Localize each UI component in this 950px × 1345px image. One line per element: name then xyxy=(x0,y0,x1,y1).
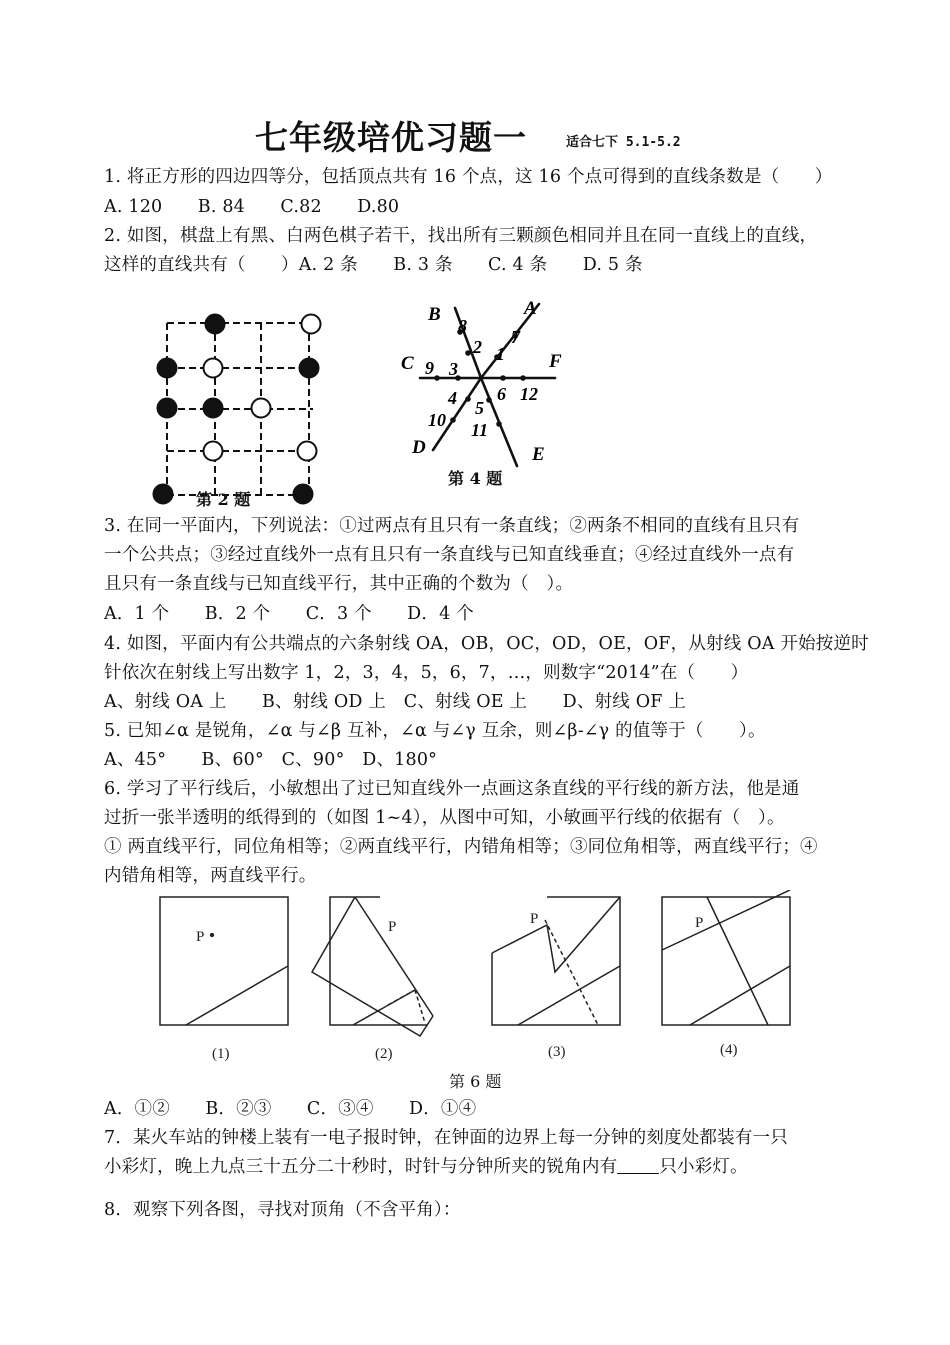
panel-label-1: (1) xyxy=(212,1046,230,1062)
q7-line2 xyxy=(104,1155,748,1179)
ray-label-F: F xyxy=(549,351,562,372)
fold-panel-1 xyxy=(160,897,288,1025)
black-stone xyxy=(294,485,313,504)
q6-options: A．①② B．②③ C．③④ D．①④ xyxy=(104,1099,477,1119)
q3-line1: 3. 在同一平面内，下列说法：①过两点有且只有一条直线；②两条不相同的直线有且只有 xyxy=(104,516,800,536)
q2-chessboard-figure xyxy=(145,305,335,510)
q4-line1: 4. 如图，平面内有公共端点的六条射线 OA，OB，OC，OD，OE，OF，从射线 OA 开始按逆时 xyxy=(104,634,869,654)
white-stone xyxy=(298,442,317,461)
q2-line1: 2. 如图，棋盘上有黑、白两色棋子若干，找出所有三颗颜色相同并且在同一直线上的直线， xyxy=(104,226,818,246)
q6-line4: 内错角相等，两直线平行。 xyxy=(104,866,317,886)
panel-label-4: (4) xyxy=(720,1042,738,1058)
ray-number-1: 1 xyxy=(496,344,505,364)
q6-line1: 6. 学习了平行线后，小敏想出了过已知直线外一点画这条直线的平行线的新方法，他是通 xyxy=(104,779,800,799)
black-stone xyxy=(204,399,223,418)
panel-label-3: (3) xyxy=(548,1044,566,1060)
point-label-p: P xyxy=(530,911,539,927)
white-stone xyxy=(252,399,271,418)
ray-label-C: C xyxy=(401,353,414,374)
ray-number-10: 10 xyxy=(428,410,446,430)
ray-number-4: 4 xyxy=(448,388,457,408)
q4-figure-caption: 第 4 题 xyxy=(448,469,503,488)
ray-number-9: 9 xyxy=(425,358,434,378)
q7-line1: 7．某火车站的钟楼上装有一电子报时钟，在钟面的边界上每一分钟的刻度处都装有一只 xyxy=(104,1128,788,1148)
q6-line2: 过折一张半透明的纸得到的（如图 1~4），从图中可知，小敏画平行线的依据有（ ）。 xyxy=(104,808,785,828)
q7-line2-after: 只小彩灯。 xyxy=(659,1157,748,1177)
ray-label-B: B xyxy=(428,304,441,325)
ray-label-D: D xyxy=(412,437,426,458)
white-stone xyxy=(302,315,321,334)
ray-number-5: 5 xyxy=(475,398,484,418)
point-label-p: P xyxy=(388,919,397,935)
q4-line2: 针依次在射线上写出数字 1，2，3，4，5，6，7，…，则数字“2014”在（ ） xyxy=(104,663,749,683)
q1-text: 1. 将正方形的四边四等分，包括顶点共有 16 个点，这 16 个点可得到的直线条数是（ ） xyxy=(104,167,833,187)
q3-line3: 且只有一条直线与已知直线平行，其中正确的个数为（ ）。 xyxy=(104,574,574,594)
q6-figure-caption: 第 6 题 xyxy=(449,1072,502,1091)
q4-rays-figure xyxy=(395,290,585,480)
ray-number-3: 3 xyxy=(449,359,458,379)
q3-options: A．1 个 B．2 个 C．3 个 D．4 个 xyxy=(104,604,474,624)
point-label-p: P xyxy=(695,915,704,931)
q6-line3: ① 两直线平行，同位角相等；②两直线平行，内错角相等；③同位角相等，两直线平行；④ xyxy=(104,837,818,857)
ray-label-E: E xyxy=(532,444,545,465)
q2-line2: 这样的直线共有（ ）A. 2 条 B. 3 条 C. 4 条 D. 5 条 xyxy=(104,255,643,275)
point-label-p: P xyxy=(196,929,205,945)
ray-number-8: 8 xyxy=(458,316,467,336)
ray-label-A: A xyxy=(524,298,537,319)
panel-label-2: (2) xyxy=(375,1046,393,1062)
black-stone xyxy=(154,485,173,504)
q3-line2: 一个公共点；③经过直线外一点有且只有一条直线与已知直线垂直；④经过直线外一点有 xyxy=(104,545,795,565)
ray-number-12: 12 xyxy=(520,384,538,404)
white-stone xyxy=(204,359,223,378)
q4-options: A、射线 OA 上 B、射线 OD 上 C、射线 OE 上 D、射线 OF 上 xyxy=(104,692,687,712)
black-stone xyxy=(158,359,177,378)
ray-number-2: 2 xyxy=(473,337,482,357)
black-stone xyxy=(158,399,177,418)
q6-folding-figure xyxy=(150,890,800,1065)
ray-number-7: 7 xyxy=(511,327,520,347)
white-stone xyxy=(204,442,223,461)
q1-options: A. 120 B. 84 C.82 D.80 xyxy=(104,197,400,217)
black-stone xyxy=(300,359,319,378)
page-title: 七年级培优习题一 xyxy=(255,118,527,157)
page-subtitle: 适合七下 5.1-5.2 xyxy=(566,135,681,150)
fold-panel-4 xyxy=(662,890,790,1025)
ray-number-11: 11 xyxy=(471,420,489,440)
fold-panel-3 xyxy=(492,897,620,1025)
ray-number-6: 6 xyxy=(497,384,506,404)
fold-panel-2 xyxy=(312,897,433,1036)
q7-line2-before: 小彩灯，晚上九点三十五分二十秒时，时针与分钟所夹的锐角内有 xyxy=(104,1157,618,1177)
q5-text: 5. 已知∠α 是锐角，∠α 与∠β 互补，∠α 与∠γ 互余，则∠β-∠γ 的值等于（ ）。 xyxy=(104,721,766,741)
q5-options: A、45° B、60° C、90° D、180° xyxy=(104,750,438,770)
q2-figure-caption: 第 2 题 xyxy=(196,490,251,509)
q7-answer-blank xyxy=(617,1155,659,1174)
q8-text: 8．观察下列各图，寻找对顶角（不含平角）： xyxy=(104,1200,461,1220)
black-stone xyxy=(206,315,225,334)
